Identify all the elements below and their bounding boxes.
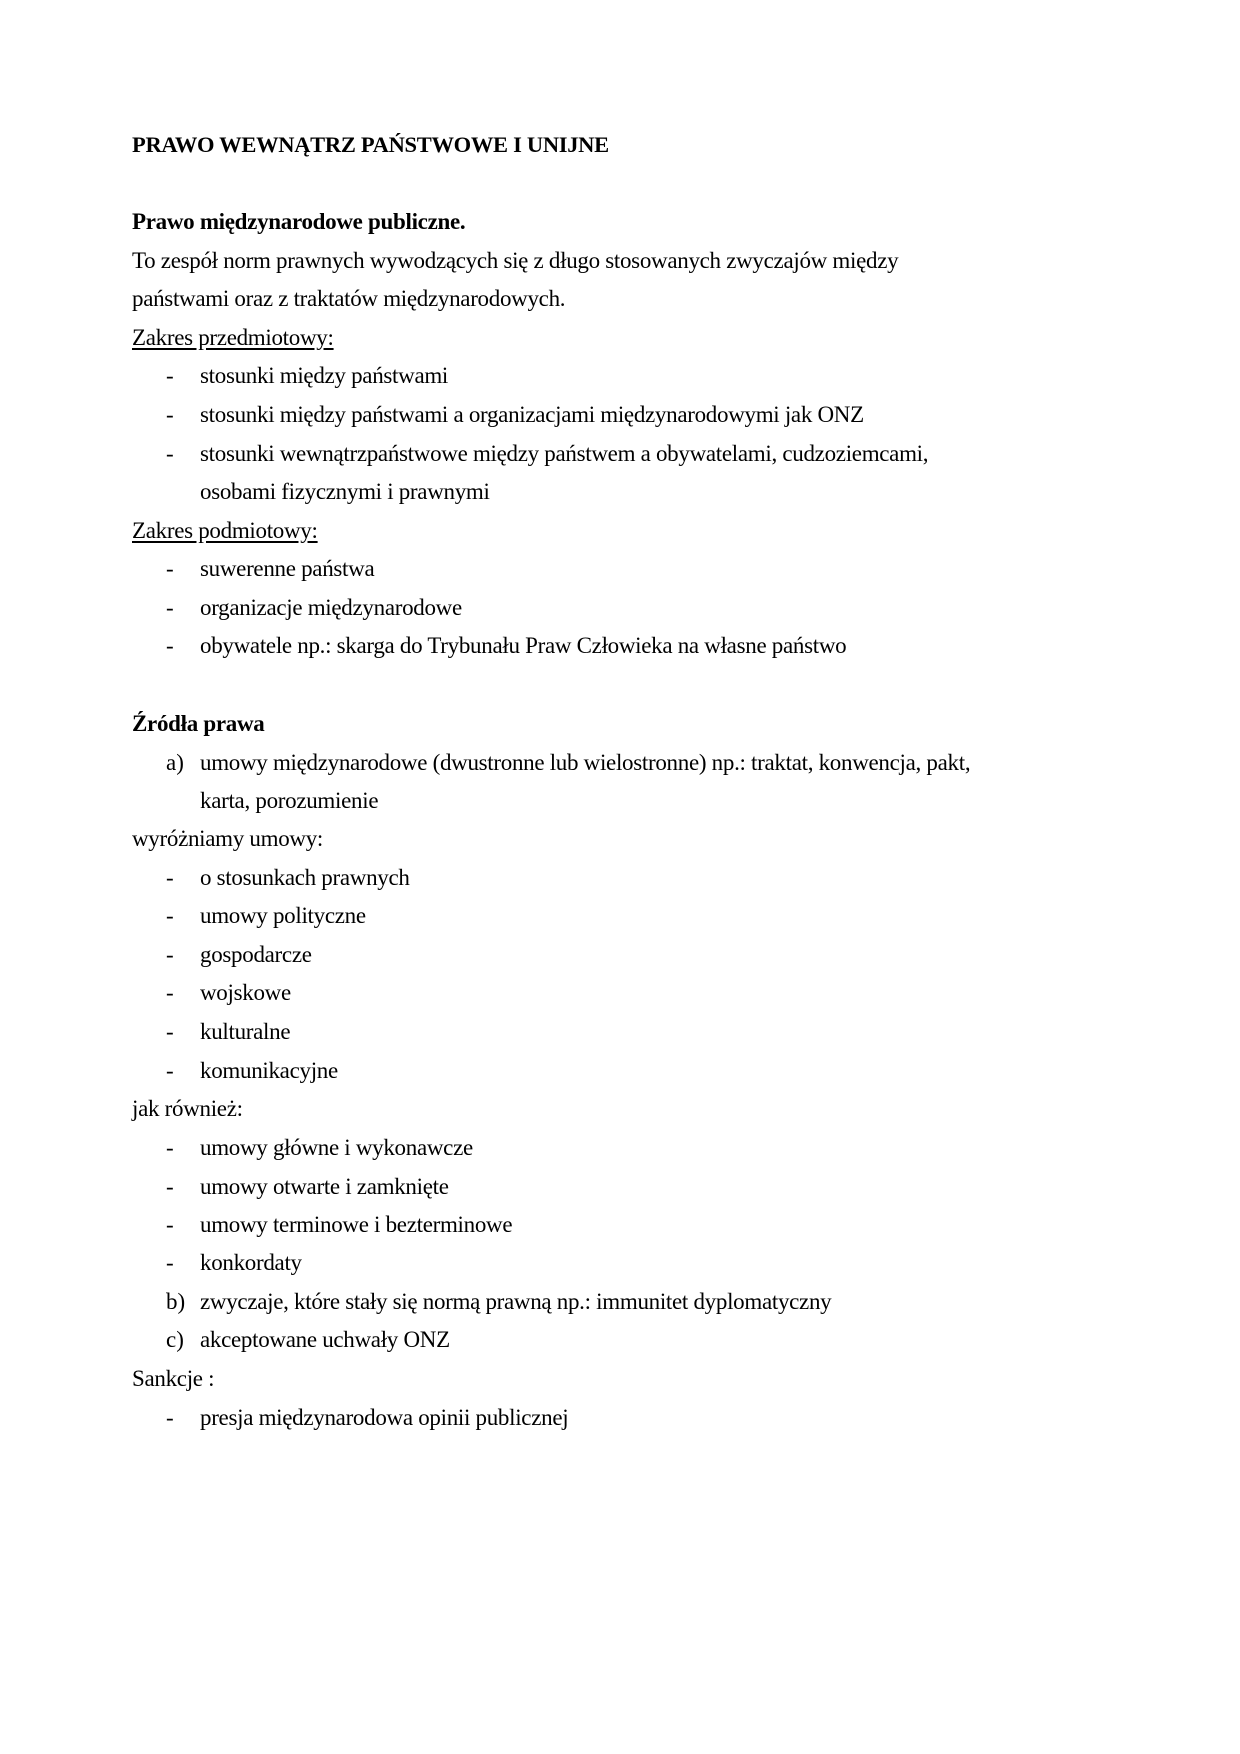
list-item-a-continuation: karta, porozumienie bbox=[200, 788, 379, 813]
list-item: gospodarcze bbox=[200, 942, 312, 967]
bullet-dash: - bbox=[166, 1405, 174, 1430]
list-item: stosunki między państwami bbox=[200, 363, 449, 388]
list-item: umowy terminowe i bezterminowe bbox=[200, 1212, 513, 1237]
document-title: PRAWO WEWNĄTRZ PAŃSTWOWE I UNIJNE bbox=[132, 132, 609, 157]
list-item: organizacje międzynarodowe bbox=[200, 595, 462, 620]
list-item: konkordaty bbox=[200, 1250, 302, 1275]
bullet-dash: - bbox=[166, 363, 174, 388]
list-item: umowy otwarte i zamknięte bbox=[200, 1174, 449, 1199]
list-item: umowy główne i wykonawcze bbox=[200, 1135, 473, 1160]
list-marker-b: b) bbox=[166, 1289, 186, 1314]
list-marker-c: c) bbox=[166, 1327, 184, 1352]
label-jak-rowniez: jak również: bbox=[132, 1096, 243, 1121]
bullet-dash: - bbox=[166, 942, 174, 967]
definition-line-1: To zespół norm prawnych wywodzących się z długo stosowanych zwyczajów między bbox=[132, 248, 899, 273]
list-item: komunikacyjne bbox=[200, 1058, 338, 1083]
bullet-dash: - bbox=[166, 633, 174, 658]
definition-line-2: państwami oraz z traktatów międzynarodowych. bbox=[132, 286, 566, 311]
list-item: umowy polityczne bbox=[200, 903, 366, 928]
label-zakres-podmiotowy: Zakres podmiotowy: bbox=[132, 518, 318, 543]
list-item: presja międzynarodowa opinii publicznej bbox=[200, 1405, 569, 1430]
list-item-b: zwyczaje, które stały się normą prawną np.: immunitet dyplomatyczny bbox=[200, 1289, 832, 1314]
section-heading-zrodla-prawa: Źródła prawa bbox=[132, 711, 265, 736]
section-heading-prawo-miedzynarodowe: Prawo międzynarodowe publiczne. bbox=[132, 209, 466, 234]
bullet-dash: - bbox=[166, 441, 174, 466]
bullet-dash: - bbox=[166, 1058, 174, 1083]
bullet-dash: - bbox=[166, 402, 174, 427]
list-item: suwerenne państwa bbox=[200, 556, 375, 581]
bullet-dash: - bbox=[166, 595, 174, 620]
list-item-a: umowy międzynarodowe (dwustronne lub wielostronne) np.: traktat, konwencja, pakt, bbox=[200, 750, 971, 775]
bullet-dash: - bbox=[166, 1174, 174, 1199]
label-zakres-przedmiotowy: Zakres przedmiotowy: bbox=[132, 325, 334, 350]
bullet-dash: - bbox=[166, 865, 174, 890]
bullet-dash: - bbox=[166, 903, 174, 928]
bullet-dash: - bbox=[166, 1212, 174, 1237]
list-item: stosunki między państwami a organizacjami międzynarodowymi jak ONZ bbox=[200, 402, 864, 427]
bullet-dash: - bbox=[166, 1135, 174, 1160]
list-marker-a: a) bbox=[166, 750, 184, 775]
list-item-c: akceptowane uchwały ONZ bbox=[200, 1327, 450, 1352]
bullet-dash: - bbox=[166, 1250, 174, 1275]
list-item: obywatele np.: skarga do Trybunału Praw Człowieka na własne państwo bbox=[200, 633, 847, 658]
bullet-dash: - bbox=[166, 1019, 174, 1044]
list-item-continuation: osobami fizycznymi i prawnymi bbox=[200, 479, 490, 504]
list-item: wojskowe bbox=[200, 980, 291, 1005]
bullet-dash: - bbox=[166, 556, 174, 581]
label-wyrozniamy-umowy: wyróżniamy umowy: bbox=[132, 826, 324, 851]
list-item: o stosunkach prawnych bbox=[200, 865, 410, 890]
bullet-dash: - bbox=[166, 980, 174, 1005]
list-item: stosunki wewnątrzpaństwowe między państwem a obywatelami, cudzoziemcami, bbox=[200, 441, 929, 466]
list-item: kulturalne bbox=[200, 1019, 291, 1044]
label-sankcje: Sankcje : bbox=[132, 1366, 215, 1391]
